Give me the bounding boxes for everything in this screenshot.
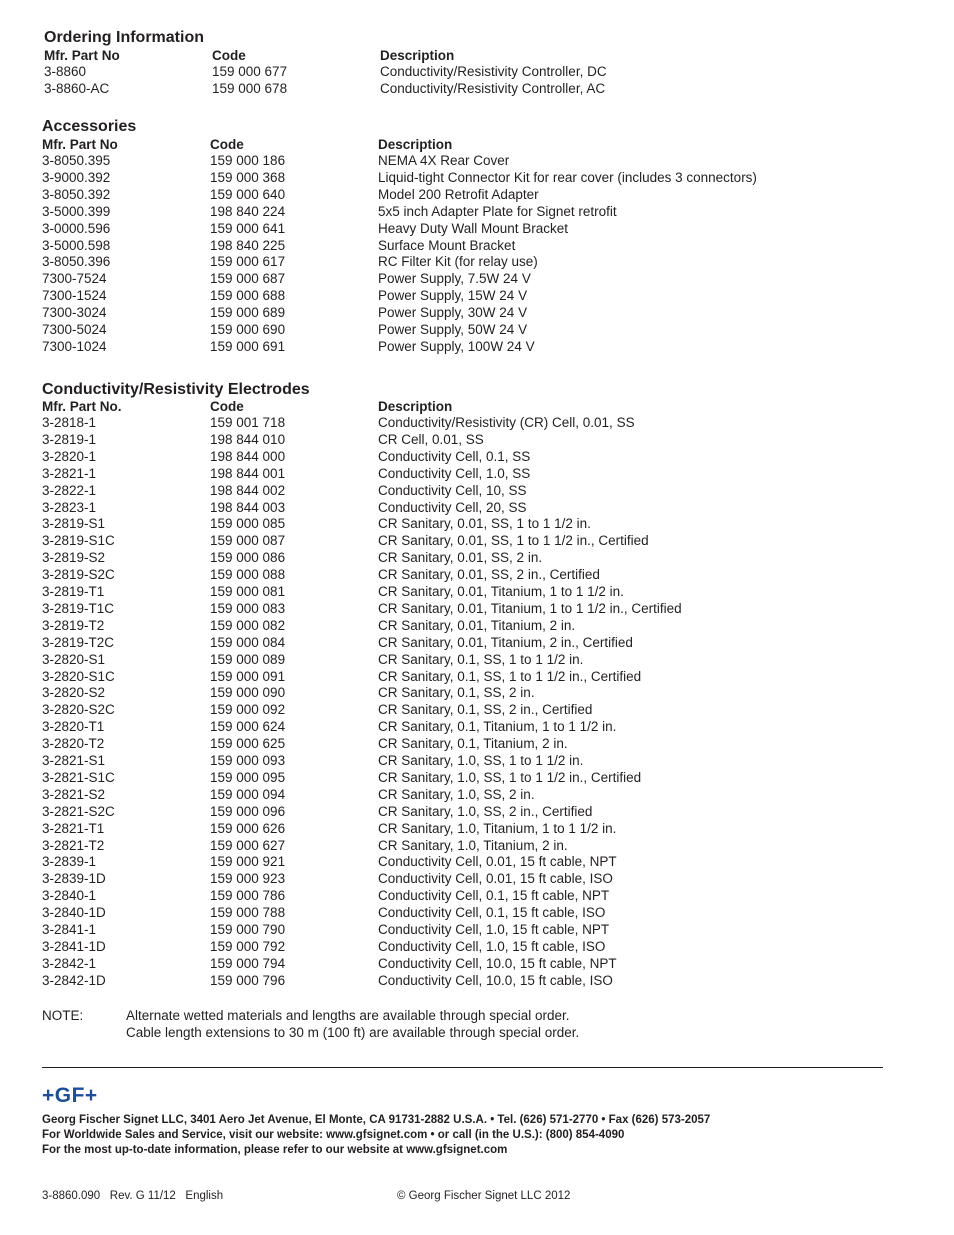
part-number: 3-2819-T2 [42,617,105,633]
code: 159 000 085 [210,516,286,532]
code: 159 000 088 [210,567,286,583]
description: CR Sanitary, 0.01, SS, 2 in. [378,550,543,566]
code: 159 000 082 [210,617,286,633]
part-number: 7300-5024 [42,322,107,337]
part-number: 3-2819-S1C [42,533,115,549]
accessories-header-description: Description [378,137,453,152]
document-number: 3-8860.090 Rev. G 11/12 English [42,1190,224,1202]
code: 159 000 677 [212,64,288,79]
part-number: 7300-1524 [42,288,107,304]
description: CR Sanitary, 0.1, Titanium, 2 in. [378,736,568,752]
part-number: 7300-7524 [42,271,107,287]
note-line-1: Alternate wetted materials and lengths are available through special order. [126,1008,570,1023]
part-number: 3-2820-T2 [42,736,105,752]
ordering-header-code: Code [212,48,246,63]
part-number: 3-5000.598 [42,237,111,253]
description: CR Sanitary, 0.01, Titanium, 2 in. [378,617,576,633]
description: CR Sanitary, 0.01, SS, 1 to 1 1/2 in., Certified [378,533,649,549]
part-number: 3-2819-T1C [42,600,115,616]
code: 198 844 002 [210,482,286,498]
description: CR Sanitary, 0.1, SS, 1 to 1 1/2 in., Certified [378,668,642,684]
footer-divider [42,1067,883,1068]
code: 159 000 086 [210,550,286,566]
code: 159 000 794 [210,955,286,971]
part-number: 3-2839-1D [42,871,106,887]
code: 159 000 640 [210,186,286,202]
note-label: NOTE: [42,1008,84,1023]
code: 159 000 689 [210,305,286,321]
part-number: 3-2821-S1 [42,753,106,768]
description: CR Sanitary, 0.01, SS, 2 in., Certified [378,567,600,583]
part-number: 3-2819-S2 [42,550,106,566]
code: 159 000 624 [210,719,286,735]
part-number: 3-2822-1 [42,482,97,498]
gf-logo: +GF+ [42,1084,98,1107]
description: Conductivity Cell, 0.1, SS [378,448,531,464]
electrodes-title: Conductivity/Resistivity Electrodes [42,381,310,398]
part-number: 3-2818-1 [42,415,97,430]
part-number: 3-2821-1 [42,465,97,481]
code: 159 000 093 [210,753,286,768]
part-number: 3-2819-T2C [42,634,115,650]
description: Power Supply, 15W 24 V [378,288,528,304]
code: 159 001 718 [210,415,286,430]
code: 159 000 368 [210,169,286,185]
code: 159 000 786 [210,888,286,904]
code: 159 000 691 [210,338,286,354]
part-number: 3-2841-1D [42,938,106,954]
code: 159 000 094 [210,786,286,802]
code: 159 000 921 [210,854,286,870]
accessories-title: Accessories [42,118,137,135]
description: NEMA 4X Rear Cover [378,153,510,168]
description: Conductivity Cell, 0.01, 15 ft cable, NPT [378,854,617,870]
code: 159 000 089 [210,651,286,667]
accessories-header-code: Code [210,137,244,152]
code: 159 000 641 [210,220,286,236]
footer-website: For the most up-to-date information, please refer to our website at www.gfsignet.com [42,1144,508,1156]
description: CR Sanitary, 1.0, Titanium, 1 to 1 1/2 in. [378,820,617,836]
note-line-2: Cable length extensions to 30 m (100 ft) are available through special order. [126,1025,580,1040]
code: 159 000 087 [210,533,286,549]
description: Power Supply, 50W 24 V [378,322,528,337]
part-number: 3-2819-1 [42,431,97,447]
part-number: 3-2821-T2 [42,837,105,853]
description: Conductivity Cell, 10, SS [378,482,527,498]
description: CR Sanitary, 1.0, SS, 2 in., Certified [378,803,593,819]
code: 159 000 690 [210,322,286,337]
code: 198 844 003 [210,499,286,515]
code: 159 000 792 [210,938,286,954]
code: 198 844 010 [210,431,286,447]
code: 159 000 625 [210,736,286,752]
part-number: 3-2841-1 [42,922,97,937]
part-number: 3-8860-AC [44,80,110,96]
description: CR Sanitary, 0.1, SS, 2 in. [378,685,535,701]
code: 159 000 095 [210,769,286,785]
part-number: 3-2819-S1 [42,516,106,532]
part-number: 7300-1024 [42,338,107,354]
description: Model 200 Retrofit Adapter [378,186,539,202]
code: 159 000 092 [210,702,286,718]
code: 198 844 000 [210,448,286,464]
description: CR Sanitary, 1.0, Titanium, 2 in. [378,837,568,853]
code: 159 000 081 [210,584,286,599]
ordering-header-part: Mfr. Part No [44,48,120,63]
part-number: 3-8050.396 [42,254,111,270]
description: CR Cell, 0.01, SS [378,431,484,447]
description: CR Sanitary, 1.0, SS, 1 to 1 1/2 in., Certified [378,769,642,785]
part-number: 3-2821-S2C [42,803,115,819]
description: Conductivity Cell, 10.0, 15 ft cable, NPT [378,955,617,971]
part-number: 3-9000.392 [42,169,111,185]
description: Conductivity/Resistivity Controller, AC [380,80,606,96]
description: Conductivity/Resistivity (CR) Cell, 0.01, SS [378,415,635,430]
code: 159 000 096 [210,803,286,819]
copyright: © Georg Fischer Signet LLC 2012 [397,1190,571,1202]
part-number: 3-2842-1 [42,955,97,971]
description: Surface Mount Bracket [378,237,516,253]
description: Conductivity Cell, 0.1, 15 ft cable, ISO [378,905,606,921]
ordering-header-description: Description [380,48,455,63]
description: Conductivity Cell, 0.1, 15 ft cable, NPT [378,888,610,904]
accessories-header-part: Mfr. Part No [42,137,118,152]
code: 159 000 796 [210,972,286,988]
part-number: 3-2840-1D [42,905,106,921]
part-number: 7300-3024 [42,305,107,321]
description: Conductivity Cell, 10.0, 15 ft cable, ISO [378,972,613,988]
description: Power Supply, 7.5W 24 V [378,271,531,287]
code: 159 000 091 [210,668,286,684]
part-number: 3-8860 [44,64,87,79]
description: Liquid-tight Connector Kit for rear cover (includes 3 connectors) [378,169,757,185]
part-number: 3-2820-S1 [42,651,106,667]
description: Conductivity/Resistivity Controller, DC [380,64,607,79]
code: 159 000 617 [210,254,286,270]
description: Power Supply, 100W 24 V [378,338,535,354]
description: 5x5 inch Adapter Plate for Signet retrofit [378,203,617,219]
description: CR Sanitary, 0.1, SS, 2 in., Certified [378,702,593,718]
code: 159 000 626 [210,820,286,836]
footer-sales: For Worldwide Sales and Service, visit our website: www.gfsignet.com • or call (in the U.S.): (800) 854-4090 [42,1129,625,1141]
part-number: 3-2819-T1 [42,584,105,599]
electrodes-header-part: Mfr. Part No. [42,399,122,414]
description: Conductivity Cell, 1.0, SS [378,465,531,481]
part-number: 3-8050.395 [42,153,111,168]
code: 159 000 083 [210,600,286,616]
electrodes-header-description: Description [378,399,453,414]
description: CR Sanitary, 0.01, Titanium, 1 to 1 1/2 in., Certified [378,600,682,616]
ordering-title: Ordering Information [44,29,204,46]
footer-address: Georg Fischer Signet LLC, 3401 Aero Jet Avenue, El Monte, CA 91731-2882 U.S.A. • Tel. (626) 571-2770 • Fax (626) 573-2057 [42,1114,711,1126]
electrodes-header-code: Code [210,399,244,414]
description: Conductivity Cell, 0.01, 15 ft cable, ISO [378,871,613,887]
part-number: 3-2820-S1C [42,668,115,684]
description: CR Sanitary, 0.01, SS, 1 to 1 1/2 in. [378,516,591,532]
description: CR Sanitary, 0.01, Titanium, 1 to 1 1/2 in. [378,584,624,599]
code: 159 000 788 [210,905,286,921]
part-number: 3-2821-S2 [42,786,106,802]
part-number: 3-2842-1D [42,972,106,988]
part-number: 3-2840-1 [42,888,97,904]
code: 159 000 790 [210,922,286,937]
description: RC Filter Kit (for relay use) [378,254,538,270]
part-number: 3-2820-1 [42,448,97,464]
code: 159 000 687 [210,271,286,287]
part-number: 3-2839-1 [42,854,97,870]
code: 198 844 001 [210,465,286,481]
code: 198 840 224 [210,203,286,219]
part-number: 3-5000.399 [42,203,111,219]
description: CR Sanitary, 1.0, SS, 2 in. [378,786,535,802]
part-number: 3-8050.392 [42,186,111,202]
code: 159 000 627 [210,837,286,853]
code: 159 000 923 [210,871,286,887]
code: 159 000 090 [210,685,286,701]
description: CR Sanitary, 1.0, SS, 1 to 1 1/2 in. [378,753,584,768]
part-number: 3-2819-S2C [42,567,115,583]
code: 159 000 084 [210,634,286,650]
description: CR Sanitary, 0.1, SS, 1 to 1 1/2 in. [378,651,584,667]
part-number: 3-2821-S1C [42,769,115,785]
description: Conductivity Cell, 1.0, 15 ft cable, ISO [378,938,606,954]
part-number: 3-2820-T1 [42,719,105,735]
code: 159 000 186 [210,153,286,168]
description: CR Sanitary, 0.1, Titanium, 1 to 1 1/2 in. [378,719,617,735]
part-number: 3-0000.596 [42,220,111,236]
part-number: 3-2821-T1 [42,820,105,836]
description: Conductivity Cell, 1.0, 15 ft cable, NPT [378,922,610,937]
part-number: 3-2820-S2C [42,702,115,718]
description: Power Supply, 30W 24 V [378,305,528,321]
code: 198 840 225 [210,237,286,253]
description: CR Sanitary, 0.01, Titanium, 2 in., Certified [378,634,633,650]
description: Conductivity Cell, 20, SS [378,499,527,515]
code: 159 000 678 [212,80,288,96]
code: 159 000 688 [210,288,286,304]
part-number: 3-2820-S2 [42,685,106,701]
description: Heavy Duty Wall Mount Bracket [378,220,569,236]
part-number: 3-2823-1 [42,499,97,515]
